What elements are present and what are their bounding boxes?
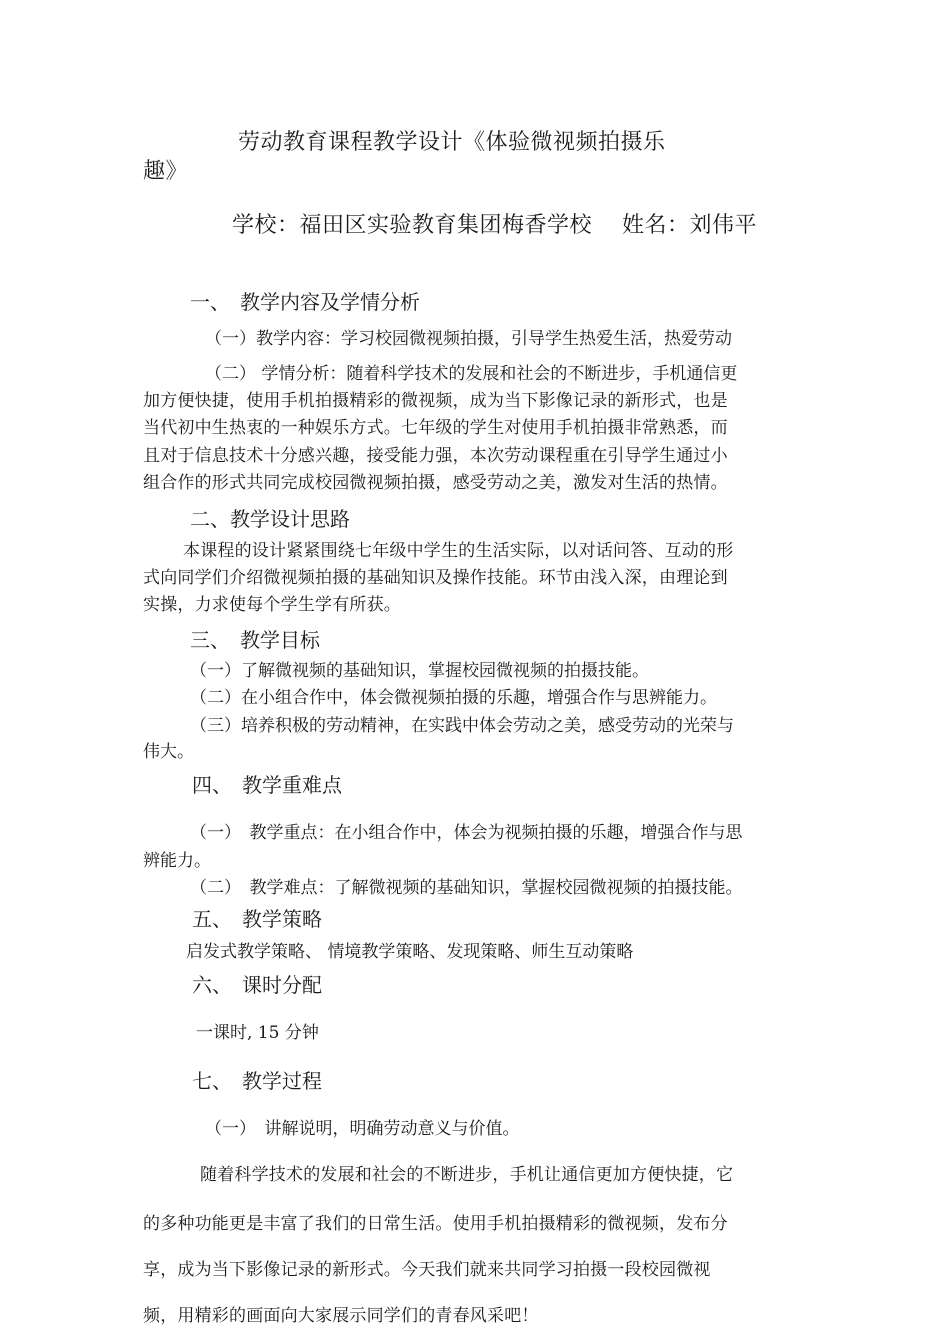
section-5-heading: 五、 教学策略 — [192, 907, 322, 931]
section-7-line: 随着科学技术的发展和社会的不断进步，手机让通信更加方便快捷，它 — [200, 1165, 734, 1185]
section-1-analysis-line: 当代初中生热衷的一种娱乐方式。七年级的学生对使用手机拍摄非常熟悉，而 — [143, 418, 728, 438]
section-1-analysis-line: （二） 学情分析：随着科学技术的发展和社会的不断进步，手机通信更 — [205, 364, 738, 384]
section-2-line: 实操，力求使每个学生学有所获。 — [143, 595, 401, 615]
section-4-key-point-cont: 辨能力。 — [143, 851, 211, 871]
section-4-difficulty: （二） 教学难点：了解微视频的基础知识，掌握校园微视频的拍摄技能。 — [190, 878, 743, 898]
section-7-line: 的多种功能更是丰富了我们的日常生活。使用手机拍摄精彩的微视频，发布分 — [143, 1214, 728, 1234]
section-6-body: 一课时, 15 分钟 — [196, 1023, 319, 1043]
section-3-goal-3: （三）培养积极的劳动精神，在实践中体会劳动之美，感受劳动的光荣与 — [190, 716, 734, 736]
section-5-body: 启发式教学策略、 情境教学策略、发现策略、师生互动策略 — [186, 942, 634, 962]
section-7-line: 享，成为当下影像记录的新形式。今天我们就来共同学习拍摄一段校园微视 — [143, 1260, 711, 1280]
section-1-analysis-line: 且对于信息技术十分感兴趣，接受能力强，本次劳动课程重在引导学生通过小 — [143, 446, 728, 466]
section-3-heading: 三、 教学目标 — [190, 628, 320, 652]
section-1-content: （一）教学内容：学习校园微视频拍摄，引导学生热爱生活，热爱劳动 — [205, 329, 732, 349]
section-2-line: 式向同学们介绍微视频拍摄的基础知识及操作技能。环节由浅入深，由理论到 — [143, 568, 728, 588]
section-1-analysis-line: 加方便快捷，使用手机拍摄精彩的微视频，成为当下影像记录的新形式，也是 — [143, 391, 728, 411]
section-7-line: 频，用精彩的画面向大家展示同学们的青春风采吧！ — [143, 1306, 539, 1326]
section-2-line: 本课程的设计紧紧围绕七年级中学生的生活实际，以对话问答、互动的形 — [183, 541, 734, 561]
section-3-goal-3-cont: 伟大。 — [143, 742, 194, 762]
section-3-goal-2: （二）在小组合作中，体会微视频拍摄的乐趣，增强合作与思辨能力。 — [190, 688, 717, 708]
section-7-heading: 七、 教学过程 — [192, 1069, 322, 1093]
section-7-sub-1: （一） 讲解说明，明确劳动意义与价值。 — [205, 1119, 520, 1139]
section-6-heading: 六、 课时分配 — [192, 973, 322, 997]
section-4-heading: 四、 教学重难点 — [192, 773, 342, 797]
section-1-heading: 一、 教学内容及学情分析 — [190, 290, 420, 314]
doc-title-line2: 趣》 — [143, 159, 189, 184]
section-2-heading: 二、教学设计思路 — [190, 507, 350, 531]
doc-title-line1: 劳动教育课程教学设计《体验微视频拍摄乐 — [238, 130, 666, 155]
section-4-key-point: （一） 教学重点：在小组合作中，体会为视频拍摄的乐趣，增强合作与思 — [190, 823, 743, 843]
school-author-line: 学校：福田区实验教育集团梅香学校 姓名：刘伟平 — [232, 213, 757, 238]
section-3-goal-1: （一）了解微视频的基础知识，掌握校园微视频的拍摄技能。 — [190, 661, 649, 681]
section-1-analysis-line: 组合作的形式共同完成校园微视频拍摄，感受劳动之美，激发对生活的热情。 — [143, 473, 728, 493]
